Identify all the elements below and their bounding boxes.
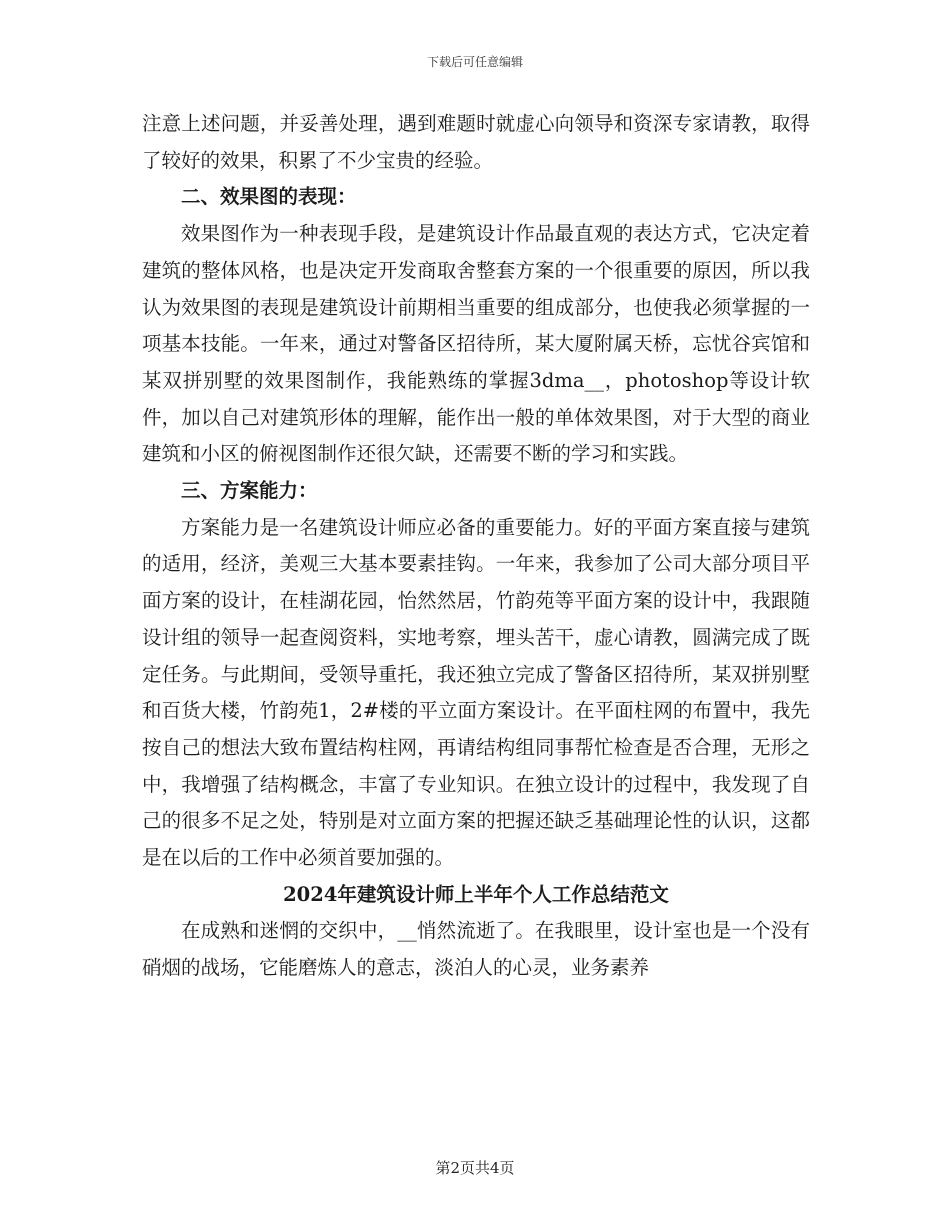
paragraph-scheme: 方案能力是一名建筑设计师应必备的重要能力。好的平面方案直接与建筑的适用，经济，美观三大基本要素挂钩。一年来，我参加了公司大部分项目平面方案的设计，在桂湖花园，怡然然居，竹韵苑等平面方案的设计中，我跟随设计组的领导一起查阅资料，实地考察，埋头苦干，虚心请教，圆满完成了既定任务。与此期间，受领导重托，我还独立完成了警备区招待所，某双拼别墅和百货大楼，竹韵苑1，2#楼的平立面方案设计。在平面柱网的布置中，我先按自己的想法大致布置结构柱网，再请结构组同事帮忙检查是否合理，无形之中，我增强了结构概念，丰富了专业知识。在独立设计的过程中，我发现了自己的很多不足之处，特别是对立面方案的把握还缺乏基础理论性的认识，这都是在以后的工作中必须首要加强的。 — [142, 515, 810, 870]
document-title: 2024年建筑设计师上半年个人工作总结范文 — [283, 882, 669, 906]
page-header: 下载后可任意编辑 — [426, 55, 523, 69]
section-heading-scheme: 三、方案能力： — [181, 479, 318, 503]
document-body — [142, 106, 810, 987]
paragraph-continuation: 注意上述问题，并妥善处理，遇到难题时就虚心向领导和资深专家请教，取得了较好的效果，积累了不少宝贵的经验。 — [142, 112, 810, 172]
section-heading-rendering: 二、效果图的表现： — [181, 185, 357, 209]
paragraph-intro: 在成熟和迷惘的交织中，__悄然流逝了。在我眼里，设计室也是一个没有硝烟的战场，它能磨炼人的意志，淡泊人的心灵，业务素养 — [142, 919, 810, 980]
page-footer: 第2页共4页 — [435, 1159, 515, 1177]
paragraph-rendering: 效果图作为一种表现手段，是建筑设计作品最直观的表达方式，它决定着建筑的整体风格，也是决定开发商取舍整套方案的一个很重要的原因，所以我认为效果图的表现是建筑设计前期相当重要的组成部分，也使我必须掌握的一项基本技能。一年来，通过对警备区招待所，某大厦附属天桥，忘忧谷宾馆和某双拼别墅的效果图制作，我能熟练的掌握3dma__，photoshop等设计软件，加以自己对建筑形体的理解，能作出一般的单体效果图，对于大型的商业建筑和小区的俯视图制作还很欠缺，还需要不断的学习和实践。 — [142, 222, 810, 466]
